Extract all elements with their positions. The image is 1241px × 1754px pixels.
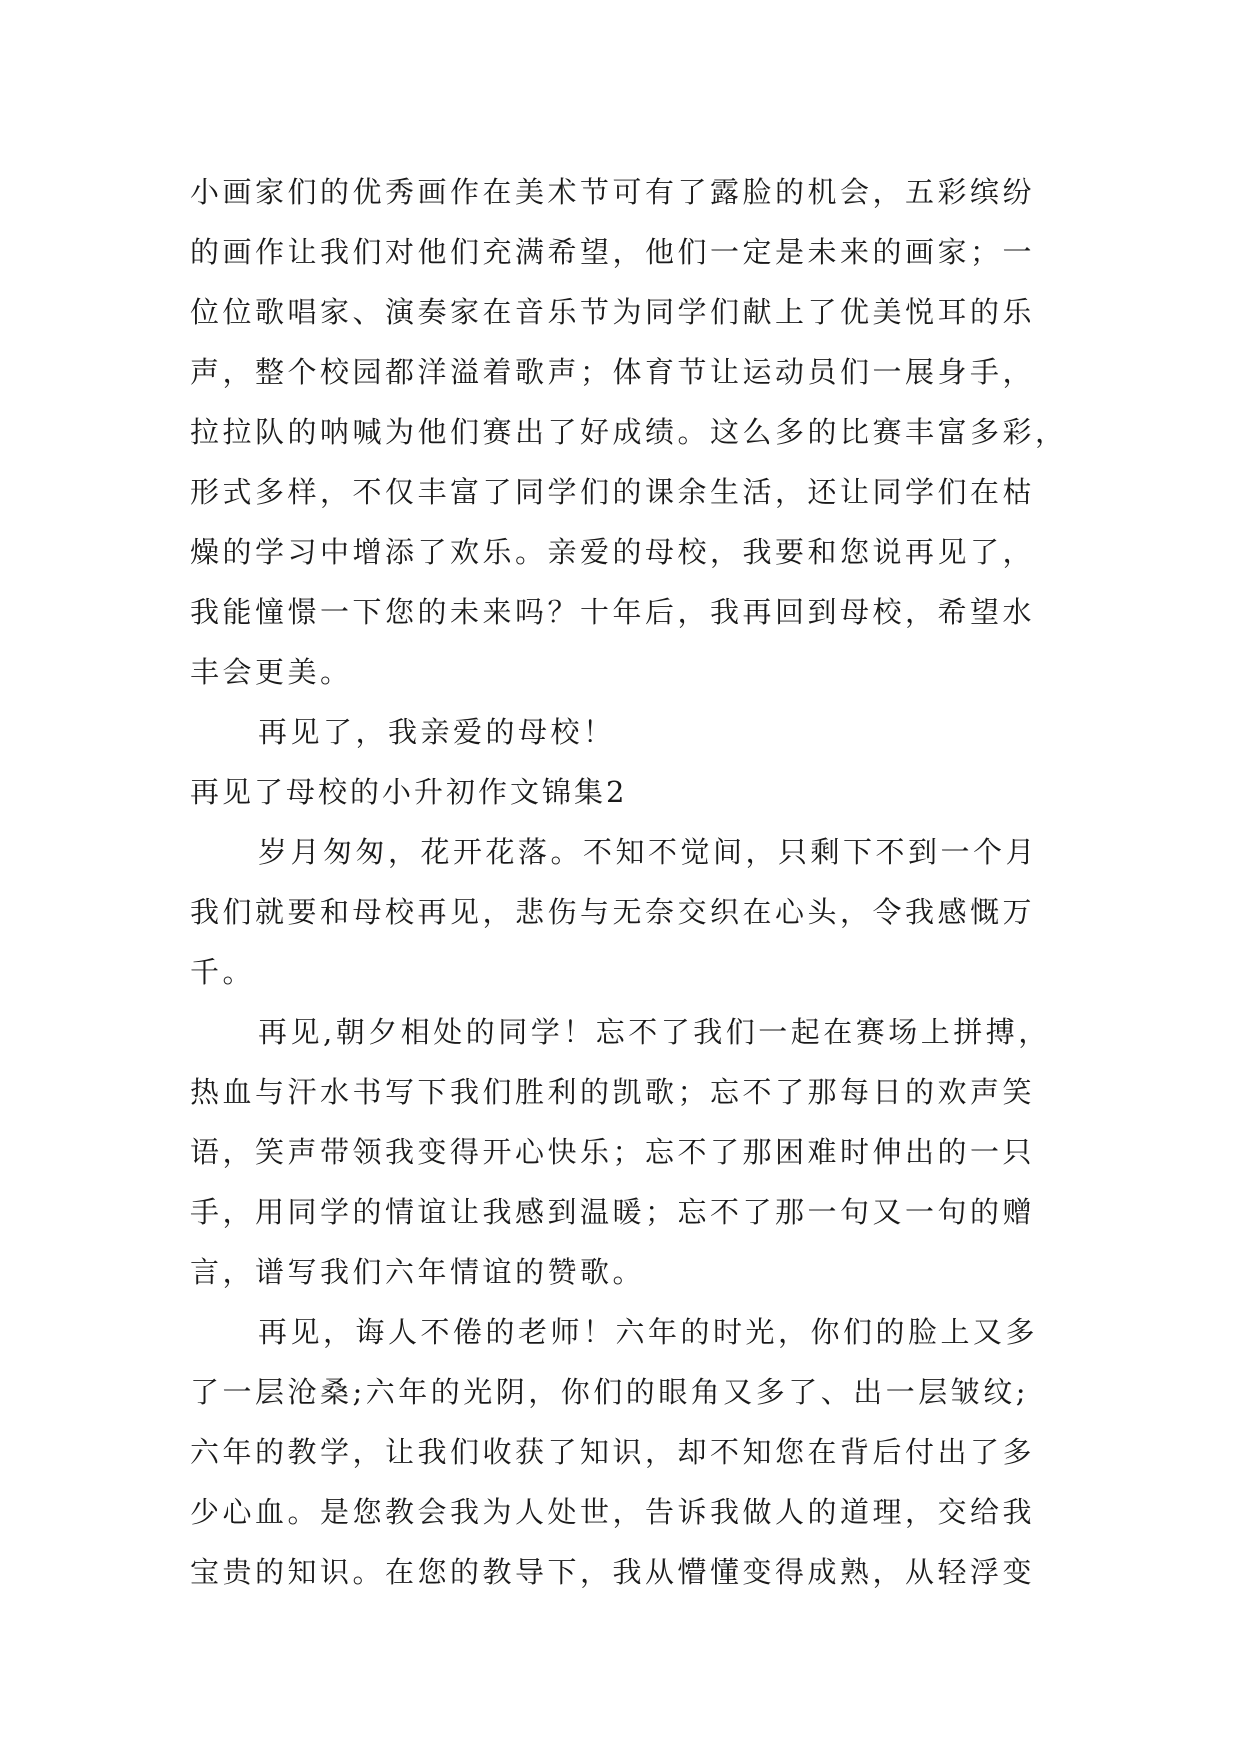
paragraph-line: 再见，诲人不倦的老师！六年的时光，你们的脸上又多 — [258, 1315, 1039, 1349]
paragraph-line: 语，笑声带领我变得开心快乐；忘不了那困难时伸出的一只 — [190, 1135, 1036, 1169]
paragraph-line: 燥的学习中增添了欢乐。亲爱的母校，我要和您说再见了， — [190, 535, 1036, 569]
paragraph-line: 形式多样，不仅丰富了同学们的课余生活，还让同学们在枯 — [190, 475, 1036, 509]
paragraph-line: 言，谱写我们六年情谊的赞歌。 — [190, 1255, 646, 1289]
paragraph-line: 了一层沧桑;六年的光阴，你们的眼角又多了、出一层皱纹; — [190, 1375, 1030, 1409]
section-title: 再见了母校的小升初作文锦集2 — [190, 775, 628, 809]
paragraph-line: 的画作让我们对他们充满希望，他们一定是未来的画家；一 — [190, 235, 1036, 269]
document-body — [190, 162, 1068, 1602]
paragraph-line: 千。 — [190, 955, 256, 989]
paragraph-line: 六年的教学，让我们收获了知识，却不知您在背后付出了多 — [190, 1435, 1036, 1469]
paragraph-line: 手，用同学的情谊让我感到温暖；忘不了那一句又一句的赠 — [190, 1195, 1036, 1229]
paragraph-line: 小画家们的优秀画作在美术节可有了露脸的机会，五彩缤纷 — [190, 175, 1036, 209]
paragraph-line: 少心血。是您教会我为人处世，告诉我做人的道理，交给我 — [190, 1495, 1036, 1529]
paragraph-line: 丰会更美。 — [190, 655, 353, 689]
paragraph-line: 岁月匆匆，花开花落。不知不觉间，只剩下不到一个月 — [258, 835, 1039, 869]
paragraph-line: 拉拉队的呐喊为他们赛出了好成绩。这么多的比赛丰富多彩， — [190, 415, 1068, 449]
farewell-line: 再见了，我亲爱的母校！ — [258, 715, 616, 749]
paragraph-line: 我们就要和母校再见，悲伤与无奈交织在心头，令我感慨万 — [190, 895, 1036, 929]
paragraph-line: 宝贵的知识。在您的教导下，我从懵懂变得成熟，从轻浮变 — [190, 1555, 1036, 1589]
paragraph-line: 声，整个校园都洋溢着歌声；体育节让运动员们一展身手， — [190, 355, 1036, 389]
paragraph-line: 再见,朝夕相处的同学！忘不了我们一起在赛场上拼搏， — [258, 1015, 1051, 1049]
paragraph-line: 热血与汗水书写下我们胜利的凯歌；忘不了那每日的欢声笑 — [190, 1075, 1036, 1109]
paragraph-line: 位位歌唱家、演奏家在音乐节为同学们献上了优美悦耳的乐 — [190, 295, 1036, 329]
paragraph-line: 我能憧憬一下您的未来吗？十年后，我再回到母校，希望水 — [190, 595, 1036, 629]
